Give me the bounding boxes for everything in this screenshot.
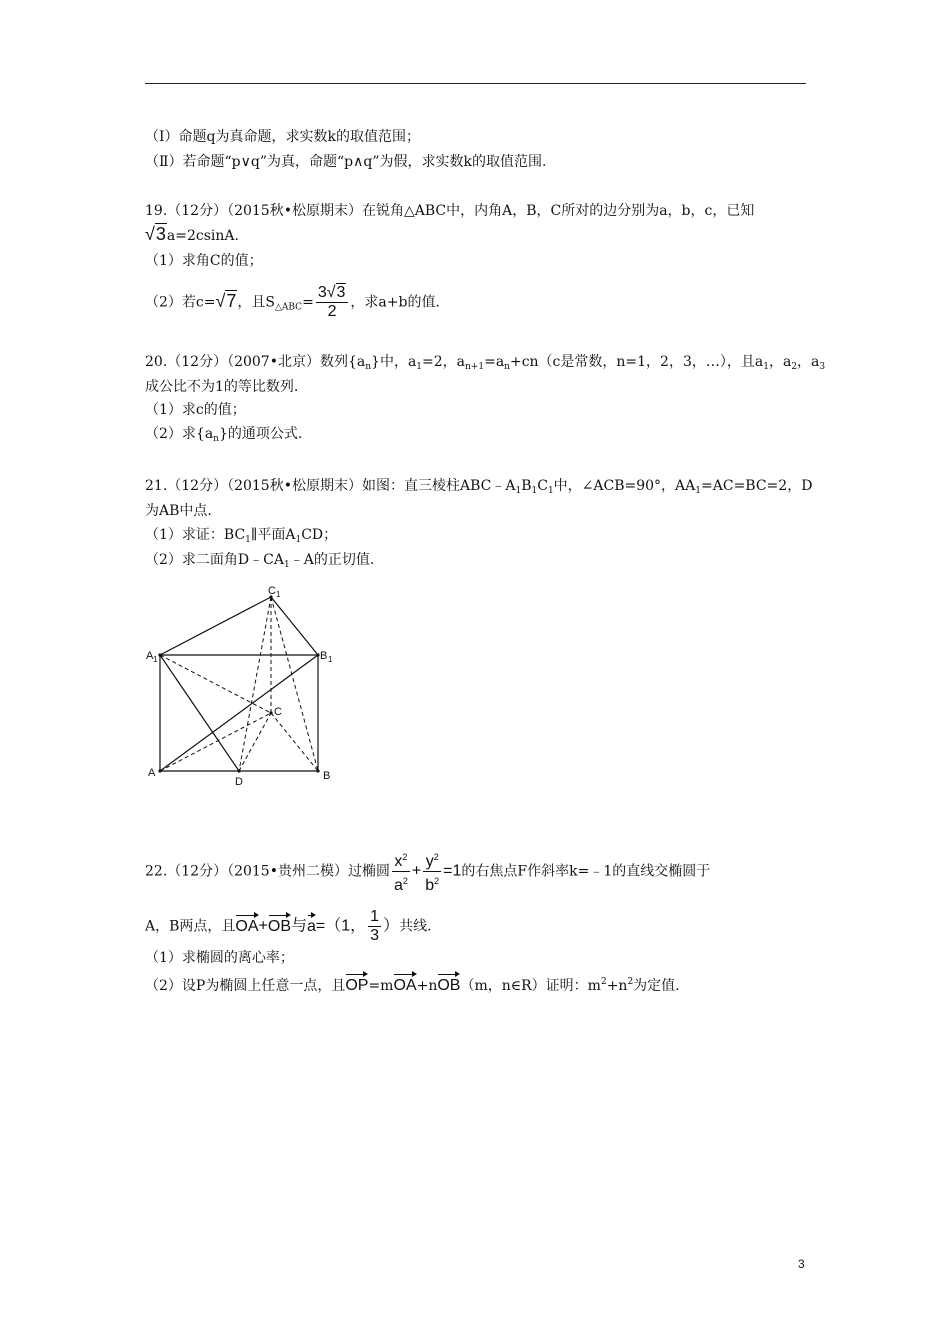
label-d: D <box>235 776 243 785</box>
q20-statement: 20.（12分）（2007•北京）数列$\{a_n\}$中，$a_1=2$，$a_{n+1}=a_n+cn(c$是常数，n=1，2，3，…），且$a_1$，$a_2$，$a_3$ <box>145 354 826 372</box>
vector-ob: OB <box>268 913 291 937</box>
vector-a-fraction: $\frac{1}{3}$ <box>370 908 380 944</box>
q20-statement-2: 成公比不为1的等比数列. <box>145 379 299 395</box>
label-a: A <box>148 767 156 779</box>
q22-part1: （1）求椭圆的离心率； <box>145 950 294 966</box>
vector-oa: OA <box>235 913 258 937</box>
q21-statement-2: 为AB中点. <box>145 503 212 519</box>
vector-ob-2: OB <box>437 972 460 996</box>
q19-statement: 19.（12分）（2015秋•松原期末）在锐角△ABC中，内角A，B，C所对的边分别为a，b，c，已知 <box>145 203 755 219</box>
q22-statement: 22.（12分）（2015•贵州二模）过椭圆 $\frac{x^2}{a^2}$ + $\frac{y^2}{b^2}$ =1的右焦点F作斜率k=﹣1的直线交椭圆于 <box>145 848 710 895</box>
label-b1: B <box>320 650 328 662</box>
q21-statement: 21.（12分）（2015秋•松原期末）如图：直三棱柱$ABC﹣A_1B_1C_1$中，∠ACB=90°，$AA_1=AC=BC=2$，D <box>145 478 813 496</box>
label-c1: C <box>268 585 276 597</box>
q19-condition: √3a=2csinA. <box>145 224 239 244</box>
q18-part1: （Ⅰ）命题q为真命题，求实数k的取值范围； <box>145 129 420 145</box>
prism-figure <box>140 585 340 785</box>
ellipse-y-term: $\frac{y^2}{b^2}$ <box>423 848 441 895</box>
page-number: 3 <box>798 1257 805 1271</box>
vector-op: OP <box>345 972 368 996</box>
q21-part2: （2）求二面角$D﹣CA_1﹣A$的正切值. <box>145 552 375 570</box>
svg-text:1: 1 <box>153 655 158 664</box>
label-a1: A <box>146 650 154 662</box>
ellipse-x-term: $\frac{x^2}{a^2}$ <box>392 848 410 895</box>
q21-part1: （1）求证：$BC_1\parallel$平面$A_1CD$； <box>145 527 338 545</box>
vector-oa-2: OA <box>393 972 416 996</box>
q18-part2: （Ⅱ）若命题“p∨q”为真，命题“p∧q”为假，求实数k的取值范围. <box>145 154 547 170</box>
label-c: C <box>274 706 282 718</box>
q19-part2: （2）若c=√7，且$S_{\triangle ABC}=$ $\frac{3√3}{2}$ ，求a+b的值. <box>145 284 440 320</box>
q19-part1: （1）求角C的值； <box>145 253 263 269</box>
svg-text:1: 1 <box>276 590 281 599</box>
svg-text:1: 1 <box>328 655 333 664</box>
area-fraction: $\frac{3√3}{2}$ <box>316 284 349 321</box>
q22-statement-2: A，B两点，且OA+OB与a=（1， $\frac{1}{3}$ ）共线. <box>145 908 432 944</box>
sqrt-3: √3 <box>145 224 166 244</box>
sqrt-7: √7 <box>215 290 237 311</box>
q22-part2: （2）设P为椭圆上任意一点，且OP=mOA+nOB（m，n∈R）证明：$m^2+n^2$为定值. <box>145 972 680 996</box>
vector-a: a <box>307 913 316 937</box>
q20-part2: （2）求$\{a_n\}$的通项公式. <box>145 426 303 444</box>
header-rule <box>145 83 806 84</box>
label-b: B <box>323 770 331 782</box>
q20-part1: （1）求c的值； <box>145 402 246 418</box>
